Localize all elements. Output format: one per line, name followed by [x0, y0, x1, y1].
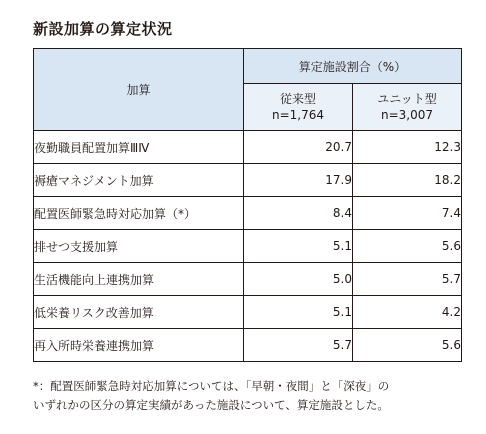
value-unit: 5.6 [353, 329, 462, 362]
column-header-unit [353, 84, 462, 131]
row-label: 配置医師緊急時対応加算（*） [34, 197, 244, 230]
value-unit: 5.6 [353, 230, 462, 263]
column-sample-size: n=3,007 [380, 108, 433, 122]
value-conventional: 20.7 [244, 131, 353, 164]
table-row [34, 329, 462, 362]
table-row [34, 230, 462, 263]
row-label: 再入所時栄養連携加算 [34, 329, 244, 362]
footnote-line: *：配置医師緊急時対応加算については、「早朝・夜間」と「深夜」の [33, 379, 390, 393]
value-conventional: 5.7 [244, 329, 353, 362]
value-unit: 4.2 [353, 296, 462, 329]
value-unit: 5.7 [353, 263, 462, 296]
addition-rate-table [33, 48, 462, 362]
row-label: 褥瘡マネジメント加算 [34, 164, 244, 197]
column-name: 従来型 [279, 92, 316, 106]
table-row [34, 197, 462, 230]
value-unit: 18.2 [353, 164, 462, 197]
column-sample-size: n=1,764 [271, 108, 324, 122]
column-name: ユニット型 [377, 92, 437, 106]
value-conventional: 5.0 [244, 263, 353, 296]
row-label: 夜勤職員配置加算ⅢⅣ [34, 131, 244, 164]
footnote [33, 377, 469, 415]
page-title: 新設加算の算定状況 [33, 20, 173, 38]
value-unit: 7.4 [353, 197, 462, 230]
row-label: 生活機能向上連携加算 [34, 263, 244, 296]
row-label: 排せつ支援加算 [34, 230, 244, 263]
footnote-line: いずれかの区分の算定実績があった施設について、算定施設とした。 [33, 398, 389, 412]
row-label: 低栄養リスク改善加算 [34, 296, 244, 329]
column-group-header: 算定施設割合（%） [244, 49, 462, 84]
value-conventional: 8.4 [244, 197, 353, 230]
table-row [34, 164, 462, 197]
column-header-item: 加算 [34, 49, 244, 131]
value-conventional: 5.1 [244, 230, 353, 263]
table-row [34, 296, 462, 329]
column-header-conventional [244, 84, 353, 131]
value-unit: 12.3 [353, 131, 462, 164]
value-conventional: 17.9 [244, 164, 353, 197]
table-row [34, 263, 462, 296]
value-conventional: 5.1 [244, 296, 353, 329]
table-row [34, 131, 462, 164]
